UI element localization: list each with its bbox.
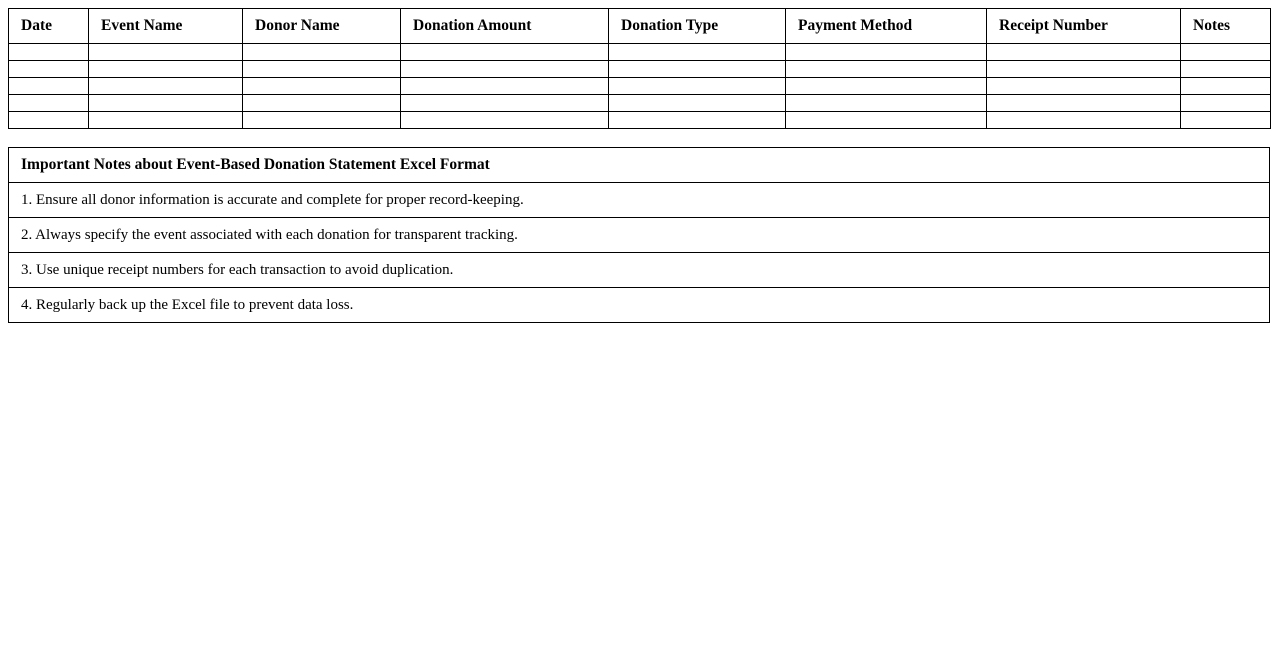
table-cell[interactable] xyxy=(9,112,89,129)
table-cell[interactable] xyxy=(243,61,401,78)
table-cell[interactable] xyxy=(243,44,401,61)
table-cell[interactable] xyxy=(1181,78,1271,95)
table-cell[interactable] xyxy=(609,78,786,95)
table-cell[interactable] xyxy=(1181,112,1271,129)
table-cell[interactable] xyxy=(401,61,609,78)
table-cell[interactable] xyxy=(401,112,609,129)
table-cell[interactable] xyxy=(1181,44,1271,61)
table-row xyxy=(9,44,1271,61)
table-cell[interactable] xyxy=(987,112,1181,129)
table-cell[interactable] xyxy=(243,78,401,95)
column-header-donor-name: Donor Name xyxy=(243,9,401,44)
table-cell[interactable] xyxy=(243,112,401,129)
table-cell[interactable] xyxy=(89,95,243,112)
table-cell[interactable] xyxy=(89,44,243,61)
notes-table xyxy=(8,147,1270,323)
table-cell[interactable] xyxy=(786,112,987,129)
table-row xyxy=(9,78,1271,95)
table-cell[interactable] xyxy=(9,44,89,61)
table-cell[interactable] xyxy=(987,78,1181,95)
table-cell[interactable] xyxy=(9,78,89,95)
note-item-2: 2. Always specify the event associated with each donation for transparent tracking. xyxy=(9,218,1270,253)
table-cell[interactable] xyxy=(987,95,1181,112)
table-row xyxy=(9,112,1271,129)
donation-table xyxy=(8,8,1271,129)
note-item-4: 4. Regularly back up the Excel file to prevent data loss. xyxy=(9,288,1270,323)
column-header-event-name: Event Name xyxy=(89,9,243,44)
column-header-date: Date xyxy=(9,9,89,44)
table-cell[interactable] xyxy=(89,78,243,95)
note-row xyxy=(9,218,1270,253)
column-header-donation-type: Donation Type xyxy=(609,9,786,44)
table-header-row xyxy=(9,9,1271,44)
table-cell[interactable] xyxy=(401,95,609,112)
table-cell[interactable] xyxy=(89,112,243,129)
table-cell[interactable] xyxy=(401,78,609,95)
table-cell[interactable] xyxy=(1181,95,1271,112)
table-body xyxy=(9,44,1271,129)
table-cell[interactable] xyxy=(786,95,987,112)
table-cell[interactable] xyxy=(786,44,987,61)
notes-heading-row xyxy=(9,148,1270,183)
table-cell[interactable] xyxy=(786,61,987,78)
table-row xyxy=(9,95,1271,112)
table-cell[interactable] xyxy=(609,44,786,61)
column-header-notes: Notes xyxy=(1181,9,1271,44)
notes-heading: Important Notes about Event-Based Donation Statement Excel Format xyxy=(9,148,1270,183)
table-cell[interactable] xyxy=(987,61,1181,78)
column-header-receipt-number: Receipt Number xyxy=(987,9,1181,44)
note-row xyxy=(9,253,1270,288)
note-item-1: 1. Ensure all donor information is accurate and complete for proper record-keeping. xyxy=(9,183,1270,218)
note-row xyxy=(9,288,1270,323)
table-cell[interactable] xyxy=(9,95,89,112)
table-cell[interactable] xyxy=(401,44,609,61)
note-item-3: 3. Use unique receipt numbers for each transaction to avoid duplication. xyxy=(9,253,1270,288)
table-cell[interactable] xyxy=(786,78,987,95)
table-cell[interactable] xyxy=(987,44,1181,61)
table-cell[interactable] xyxy=(609,95,786,112)
note-row xyxy=(9,183,1270,218)
table-cell[interactable] xyxy=(609,61,786,78)
table-cell[interactable] xyxy=(243,95,401,112)
column-header-donation-amount: Donation Amount xyxy=(401,9,609,44)
table-cell[interactable] xyxy=(1181,61,1271,78)
table-cell[interactable] xyxy=(609,112,786,129)
table-cell[interactable] xyxy=(9,61,89,78)
column-header-payment-method: Payment Method xyxy=(786,9,987,44)
table-cell[interactable] xyxy=(89,61,243,78)
table-row xyxy=(9,61,1271,78)
